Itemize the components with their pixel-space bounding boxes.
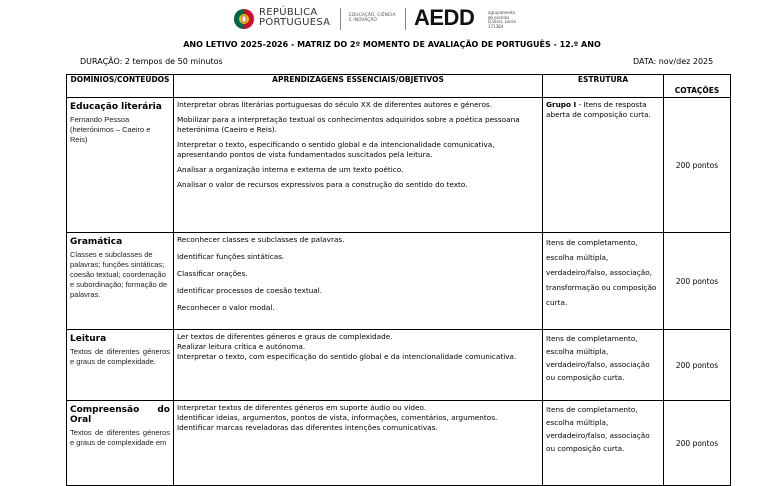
structure-cell: Itens de completamento, escolha múltipla, verdadeiro/falso, associação ou composição curta. [543,330,664,401]
table-row [67,401,731,486]
portugal-emblem-icon [233,8,255,30]
school-logo: AEDD [414,5,475,30]
column-header: COTAÇÕES [664,75,731,98]
table-row [67,330,731,401]
duration: DURAÇÃO: 2 tempos de 50 minutos [80,57,223,66]
structure-cell: Itens de completamento, escolha múltipla, verdadeiro/falso, associação, transformação ou composição curta. [543,233,664,330]
logo-divider [405,8,406,30]
assessment-matrix-table [66,74,731,486]
table-row [67,233,731,330]
domain-cell: Leitura Textos de diferentes géneros e graus de complexidade. [67,330,174,401]
objectives-cell: Reconhecer classes e subclasses de palavras. Identificar funções sintáticas. Classificar orações. Identificar processos de coesão textual. Reconhecer o valor modal. [174,233,543,330]
header-logos [0,6,784,32]
date: DATA: nov/dez 2025 [633,57,714,66]
points-cell: 200 pontos [664,98,731,233]
domain-cell: Gramática Classes e subclasses de palavras; funções sintáticas; coesão textual; coordenação e subordinação; formação de palavras. [67,233,174,330]
objectives-cell: Interpretar obras literárias portuguesas do século XX de diferentes autores e géneros. Mobilizar para a interpretação textual os conhecimentos adquiridos sobre a poética pessoana heterónima (Caeiro e Reis). Interpretar o texto, especificando o sentido global e da intencionalidade comunicativa, apresentando pontos de vista fundamentados suscitados pela leitura. Analisar a organização interna e externa de um texto poético. Analisar o valor de recursos expressivos para a construção do sentido do texto. [174,98,543,233]
column-header: DOMÍNIOS/CONTEÚDOS [67,75,174,98]
table-header-row [67,75,731,98]
points-cell: 200 pontos [664,401,731,486]
structure-cell: Grupo I - Itens de resposta aberta de composição curta. [543,98,664,233]
points-cell: 200 pontos [664,233,731,330]
structure-cell: Itens de completamento, escolha múltipla, verdadeiro/falso, associação ou composição curta. [543,401,664,486]
objectives-cell: Ler textos de diferentes géneros e graus de complexidade. Realizar leitura crítica e autónoma. Interpretar o texto, com especificação do sentido global e da intencionalidade comunicativa. [174,330,543,401]
logo-divider [340,8,341,30]
ministry-text: EDUCAÇÃO, CIÊNCIA E INOVAÇÃO [349,13,396,23]
objectives-cell: Interpretar textos de diferentes géneros em suporte áudio ou vídeo. Identificar ideias, argumentos, pontos de vista, informações, comentários, argumentos. Identificar marcas reveladoras das diferentes intenções comunicativas. [174,401,543,486]
school-logo-subtext: agrupamento de escolas D.Dinis, Leiria 171384 [488,10,516,29]
domain-cell: Compreensão do Oral Textos de diferentes géneros e graus de complexidade em [67,401,174,486]
table-row [67,98,731,233]
column-header: ESTRUTURA [543,75,664,98]
domain-cell: Educação literária Fernando Pessoa (heterónimos – Caeiro e Reis) [67,98,174,233]
column-header: APRENDIZAGENS ESSENCIAIS/OBJETIVOS [174,75,543,98]
republica-portuguesa-text: REPÚBLICA PORTUGUESA [259,7,331,28]
points-cell: 200 pontos [664,330,731,401]
document-title: ANO LETIVO 2025-2026 - MATRIZ DO 2º MOMENTO DE AVALIAÇÃO DE PORTUGUÊS - 12.º ANO [183,40,601,49]
